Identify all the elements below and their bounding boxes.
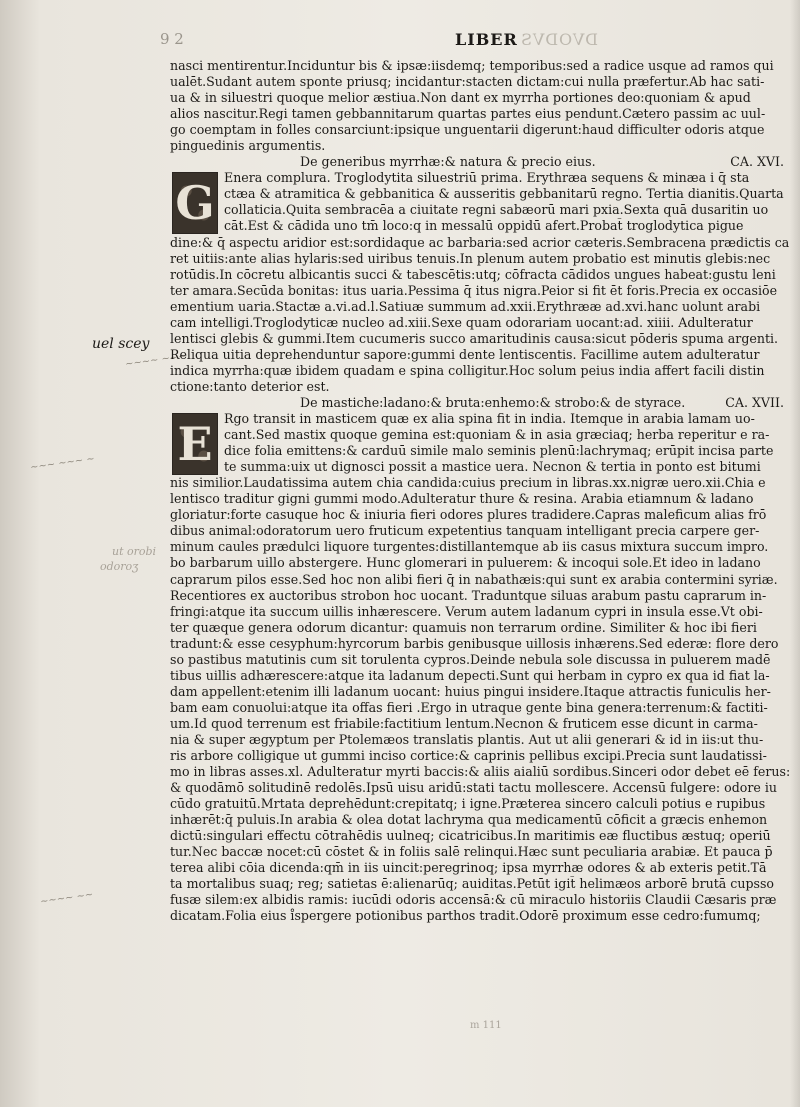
- text-line: tradunt:& esse cesyphum:hyrcorum barbis genibusque uillosis inhærens.Sed ederæ: flore dero: [170, 635, 779, 651]
- text-line: dictū:singulari effectu cōtrahēdis uulneq; cicatricibus.In maritimis eæ fluctibus æstuq; operiū: [170, 828, 771, 844]
- chapter-heading-16: [170, 154, 790, 170]
- text-line: ris arbore colligique ut gummi inciso cortice:& caprinis pellibus excipi.Precia sunt laudatissi-: [170, 748, 767, 764]
- paragraph-a: [170, 58, 790, 154]
- chapter-number-17: CA. XVII.: [725, 394, 784, 410]
- text-line: & quodāmō solitudinē redolēs.Ipsū uisu aridū:stati tactu mollescere. Accensū fulgere: odore iu: [170, 780, 777, 796]
- paragraph-c: [170, 411, 790, 925]
- text-line: tur.Nec baccæ nocet:cū cōstet & in foliis salē relinqui.Hæc sunt peculiaria arabiæ. Et pauca p̄: [170, 844, 773, 860]
- text-line: bo barbarum uillo abstergere. Hunc glomerari in puluerem: & incoqui sole.Et ideo in ladano: [170, 555, 761, 571]
- chapter-title-16: De generibus myrrhæ:& natura & precio eius.: [300, 154, 596, 170]
- margin-note-vel-scey: uel scey: [92, 336, 150, 352]
- text-line: dine:& q̄ aspectu aridior est:sordidaque ac barbaria:sed acrior cæteris.Sembracena prædictis ca: [170, 234, 790, 250]
- faint-signature-mark: m 111: [470, 1020, 502, 1031]
- handwritten-annotation-2: ~~~ ~~~ ~: [29, 453, 96, 474]
- text-line: pinguedinis argumentis.: [170, 138, 326, 154]
- text-line: nia & super ægyptum per Ptolemæos translatis plantis. Aut ut alii generari & id in iis:ut thu-: [170, 731, 764, 747]
- text-line: dibus animal:odoratorum uero fruticum expetentius tanquam intelligant precia carpere ger-: [170, 523, 760, 539]
- text-line: lentisco traditur gigni gummi modo.Adulteratur thure & resina. Arabia etiamnum & ladano: [170, 491, 754, 507]
- text-line: fusæ silem:ex albidis ramis: iucūdi odoris accensā:& cū miraculo historiis Claudii Cæsaris præ: [170, 892, 777, 908]
- text-line: cam intelligi.Troglodyticæ nucleo ad.xiii.Sexe quam odorariam uocant:ad. xiiii. Adulteratur: [170, 314, 753, 330]
- text-line: gloriatur:forte casuque hoc & iniuria fieri odores plures tradidere.Capras maleficum alias frō: [170, 507, 767, 523]
- text-line: go coemptam in folles consarciunt:ipsique unguentarii digerunt:haud difficulter odoris atque: [170, 122, 765, 138]
- text-line: um.Id quod terrenum est friabile:factitium lentum.Necnon & fruticem esse dicunt in carma-: [170, 715, 758, 731]
- text-line: ementium uaria.Stactæ a.vi.ad.l.Satiuæ summum ad.xxii.Erythrææ ad.xvi.hanc uolunt arabi: [170, 298, 761, 314]
- text-line: nis similior.Laudatissima autem chia candida:cuius precium in libras.xx.nigræ uero.xii.Chia e: [170, 475, 766, 491]
- text-line: inhærēt:q̄ puluis.In arabia & olea dotat lachryma qua medicamentū cōficit a græcis enhemon: [170, 812, 768, 828]
- text-line: dicatam.Folia eius i̊spergere potionibus parthos tradit.Odorē proximum esse cedro:fumumq;: [170, 908, 761, 924]
- text-line: ter amara.Secūda bonitas: itus uaria.Pessima q̄ itus nigra.Peior si fit ēt foris.Precia ex occasiōe: [170, 282, 778, 298]
- text-line: ter quæque genera odorum dicantur: quamuis non terrarum ordine. Similiter & hoc ibi fieri: [170, 619, 757, 635]
- text-line: ctæa & atramitica & gebbanitica & ausseritis gebbanitarū regno. Tertia dianitis.Quarta: [224, 186, 784, 202]
- text-line: ualēt.Sudant autem sponte priusq; incidantur:stacten dictam:cui nulla præfertur.Ab hac sati-: [170, 74, 765, 90]
- text-line: Enera complura. Troglodytita siluestriū prima. Erythræa sequens & minæa i q̄ sta: [224, 170, 750, 186]
- text-line: Reliqua uitia deprehenduntur sapore:gummi dente lentiscentis. Facillime autem adulteratur: [170, 346, 760, 362]
- margin-faint-note-2: odoroʒ: [100, 560, 139, 573]
- text-line: ret uitiis:ante alias hylaris:sed uiribus tenuis.In plenum autem probatio est minutis glebis:nec: [170, 250, 771, 266]
- running-title: LIBER: [455, 30, 518, 49]
- paragraph-b: [170, 170, 790, 395]
- text-line: ta mortalibus suaq; reg; satietas ē:alienarūq; auiditas.Petūt igit̄ helimæos arborē brutā cupsso: [170, 876, 775, 892]
- text-line: caprarum pilos esse.Sed hoc non alibi fieri q̄ in nabathæis:qui sunt ex arabia contermini syriæ.: [170, 571, 778, 587]
- text-line: fringi:atque ita succum uillis inhærescere. Verum autem ladanum cypri in insula esse.Vt obi-: [170, 603, 763, 619]
- text-line: cant.Sed mastix quoque gemina est:quoniam & in asia græciaq; herba reperitur e ra-: [224, 427, 770, 443]
- text-line: indica myrrha:quæ ibidem quadam e spina colligitur.Hoc solum peius india affert facili distin: [170, 362, 765, 378]
- text-line: cāt.Est & cādida uno tm̄ loco:q in messalū oppidū afert.Probat̄ troglodytica pigue: [224, 218, 744, 234]
- show-through-title: DVODVS: [520, 30, 598, 49]
- chapter-heading-17: [170, 395, 790, 411]
- handwritten-annotation-1: ~~~~ ~~~: [124, 350, 188, 371]
- text-line: rotūdis.In cōcretu albicantis succi & tabescētis:utq; cōfracta cādidos ungues habeat:gustu leni: [170, 266, 776, 282]
- text-line: minum caules prædulci liquore turgentes:distillantemque ab iis casus mixtura succum impro.: [170, 539, 769, 555]
- text-line: tibus uillis adhærescere:atque ita ladanum depecti.Sunt qui herbam in cypro ex qua id fiat la-: [170, 667, 770, 683]
- decorated-initial-g: G: [172, 172, 218, 234]
- text-line: so pastibus matutinis cum sit torulenta cypros.Deinde nebula sole discussa in puluerem madē: [170, 651, 771, 667]
- decorated-initial-e: E: [172, 413, 218, 475]
- text-line: dam appellent:etenim illi ladanum uocant: huius pingui insidere.Itaque attractis funiculis her-: [170, 683, 771, 699]
- text-line: terea alibi cōia dicenda:qm̄ in iis uincit:peregrinoq; ipsa myrrhæ odores & ab exteris petit.Tā: [170, 860, 767, 876]
- text-line: dice folia emittens:& carduū simile malo seminis plenū:lachrymaq; erūpit incisa parte: [224, 443, 774, 459]
- text-line: mo in libras asses.xl. Adulteratur myrti baccis:& aliis aialiū sordibus.Sinceri odor debet eē ferus:: [170, 764, 790, 780]
- text-line: nasci mentirentur.Inciduntur bis & ipsæ:iisdemq; temporibus:sed a radice usque ad ramos qui: [170, 58, 774, 73]
- chapter-number-16: CA. XVI.: [730, 154, 784, 170]
- text-line: lentisci glebis & gummi.Item cucumeris succo amaritudinis causa:sicut pōderis spuma argenti.: [170, 330, 779, 346]
- page-header: [150, 30, 790, 52]
- text-line: Recentiores ex auctoribus strobon hoc uocant. Traduntque siluas arabum pastu caprarum in-: [170, 587, 767, 603]
- main-text-block: [170, 58, 790, 925]
- text-line: alios nascitur.Regi tamen gebbannitarum quartas partes eius pendunt.Cætero passim ac uul-: [170, 106, 766, 122]
- text-line: bam eam conuolui:atque ita offas fieri .Ergo in utraque gente bina genera:terrenum:& factiti-: [170, 699, 768, 715]
- text-line: collaticia.Quita sembracēa a ciuitate regni sabæorū mari pxia.Sexta quā dusaritin uo: [224, 202, 769, 218]
- chapter-title-17: De mastiche:ladano:& bruta:enhemo:& strobo:& de styrace.: [300, 394, 686, 410]
- margin-faint-note-1: ut orobi: [112, 545, 157, 558]
- text-line: ua & in siluestri quoque melior æstiua.Non dant ex myrrha portiones deo:quoniam & apud: [170, 90, 751, 106]
- handwritten-annotation-3: ~~~~ ~~: [39, 889, 94, 908]
- text-line: Rgo transit in masticem quæ ex alia spina fit in india. Itemque in arabia lamam uo-: [224, 411, 755, 427]
- folio-number: 9 2: [160, 30, 184, 48]
- text-line: te summa:uix ut dignosci possit a mastice uera. Necnon & tertia in ponto est bitumi: [224, 459, 761, 475]
- text-line: ctione:tanto deterior est.: [170, 378, 330, 394]
- text-line: cūdo gratuitū.Mrtata deprehēdunt:crepitatq; i igne.Præterea sincero calculi potius e rupibus: [170, 796, 766, 812]
